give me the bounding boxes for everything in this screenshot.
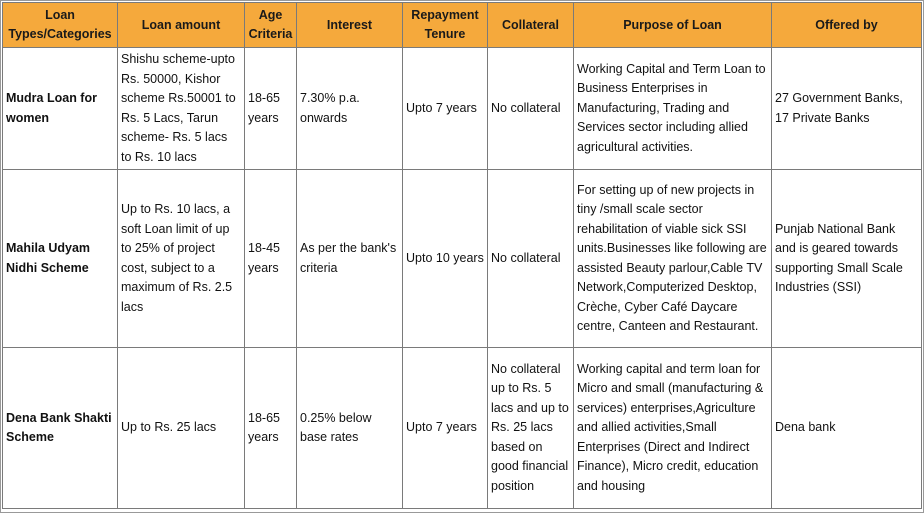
table-row [3, 348, 922, 509]
loan-amount-cell: Up to Rs. 25 lacs [118, 348, 245, 509]
header-interest: Interest [297, 3, 403, 48]
offered-by-cell: Dena bank [772, 348, 922, 509]
age-criteria-cell: 18-45 years [245, 170, 297, 348]
header-age-criteria: Age Criteria [245, 3, 297, 48]
header-repayment-tenure: Repayment Tenure [403, 3, 488, 48]
loan-amount-cell: Shishu scheme-upto Rs. 50000, Kishor scheme Rs.50001 to Rs. 5 Lacs, Tarun scheme- Rs. 5 lacs to Rs. 10 lacs [118, 48, 245, 170]
tenure-cell: Upto 10 years [403, 170, 488, 348]
tenure-cell: Upto 7 years [403, 348, 488, 509]
age-criteria-cell: 18-65 years [245, 348, 297, 509]
table-header-row [3, 3, 922, 48]
header-loan-types: Loan Types/Categories [3, 3, 118, 48]
table-row [3, 48, 922, 170]
purpose-cell: For setting up of new projects in tiny /small scale sector rehabilitation of viable sick SSI units.Businesses like following are assisted Beauty parlour,Cable TV Network,Computerized Desktop, Crèche, Cyber Café Daycare centre, Canteen and Restaurant. [574, 170, 772, 348]
interest-cell: 7.30% p.a. onwards [297, 48, 403, 170]
purpose-cell: Working capital and term loan for Micro and small (manufacturing & services) enterprises,Agriculture and allied activities,Small Enterprises (Direct and Indirect Finance), Micro credit, education and housing [574, 348, 772, 509]
loan-type-cell: Dena Bank Shakti Scheme [3, 348, 118, 509]
header-purpose: Purpose of Loan [574, 3, 772, 48]
header-offered-by: Offered by [772, 3, 922, 48]
interest-cell: As per the bank's criteria [297, 170, 403, 348]
loan-type-cell: Mahila Udyam Nidhi Scheme [3, 170, 118, 348]
table-row [3, 170, 922, 348]
offered-by-cell: Punjab National Bank and is geared towards supporting Small Scale Industries (SSI) [772, 170, 922, 348]
purpose-cell: Working Capital and Term Loan to Business Enterprises in Manufacturing, Trading and Services sector including allied agricultural activities. [574, 48, 772, 170]
age-criteria-cell: 18-65 years [245, 48, 297, 170]
loan-type-cell: Mudra Loan for women [3, 48, 118, 170]
header-collateral: Collateral [488, 3, 574, 48]
header-loan-amount: Loan amount [118, 3, 245, 48]
loan-amount-cell: Up to Rs. 10 lacs, a soft Loan limit of up to 25% of project cost, subject to a maximum of Rs. 2.5 lacs [118, 170, 245, 348]
loan-schemes-table [2, 2, 922, 509]
collateral-cell: No collateral up to Rs. 5 lacs and up to Rs. 25 lacs based on good financial position [488, 348, 574, 509]
collateral-cell: No collateral [488, 170, 574, 348]
tenure-cell: Upto 7 years [403, 48, 488, 170]
interest-cell: 0.25% below base rates [297, 348, 403, 509]
collateral-cell: No collateral [488, 48, 574, 170]
offered-by-cell: 27 Government Banks, 17 Private Banks [772, 48, 922, 170]
